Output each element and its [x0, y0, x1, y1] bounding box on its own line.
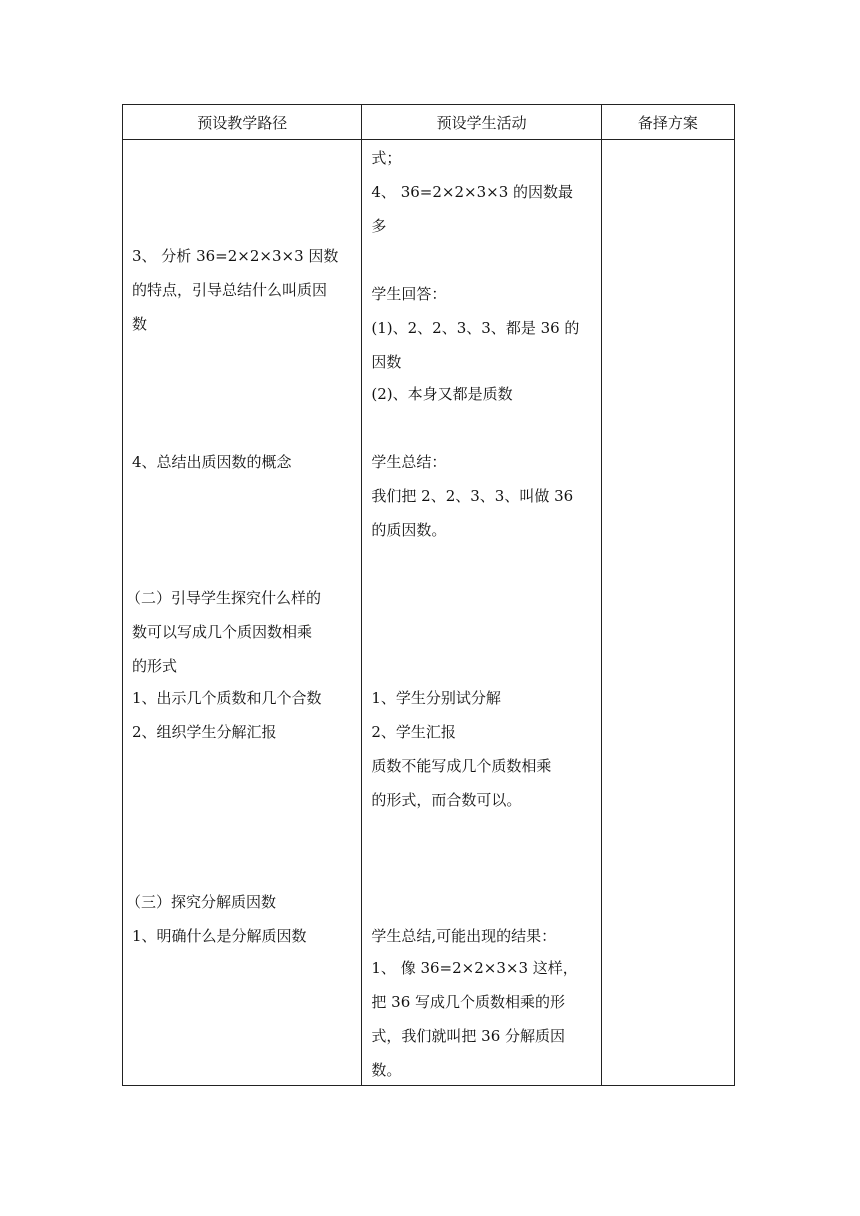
text-line: 数	[132, 315, 148, 333]
text-line: 数。	[371, 1061, 402, 1079]
text-line: 2、组织学生分解汇报	[132, 723, 277, 741]
lesson-plan-table	[122, 104, 735, 1086]
text-line: 的特点，引导总结什么叫质因	[132, 281, 328, 299]
text-line: 数可以写成几个质因数相乘	[132, 623, 313, 641]
text-line: (1)、2、2、3、3、都是 36 的	[371, 319, 580, 337]
text-line: 1、明确什么是分解质因数	[132, 927, 307, 945]
header-alternative-plan: 备择方案	[601, 105, 734, 140]
text-line: 1、 像 36=2×2×3×3 这样，	[371, 959, 578, 977]
text-line: 多	[371, 217, 387, 235]
text-line: 学生总结：	[371, 453, 447, 471]
text-line: 我们把 2、2、3、3、叫做 36	[371, 487, 574, 505]
header-teaching-path: 预设教学路径	[123, 105, 362, 140]
teaching-path-cell	[123, 140, 362, 1086]
text-line: 式，我们就叫把 36 分解质因	[371, 1027, 566, 1045]
text-line: 3、 分析 36=2×2×3×3 因数	[132, 247, 339, 265]
text-line: 4、总结出质因数的概念	[132, 453, 292, 471]
text-line: 的形式，而合数可以。	[371, 791, 522, 809]
text-line: 的形式	[132, 657, 178, 675]
text-line: （二）引导学生探究什么样的	[126, 589, 322, 607]
text-line: (2)、本身又都是质数	[371, 385, 513, 403]
text-line: （三）探究分解质因数	[126, 893, 277, 911]
text-line: 的质因数。	[371, 521, 447, 539]
table-row	[123, 140, 735, 1086]
header-student-activity: 预设学生活动	[362, 105, 601, 140]
text-line: 把 36 写成几个质数相乘的形	[371, 993, 566, 1011]
text-line: 质数不能写成几个质数相乘	[371, 757, 552, 775]
text-line: 式；	[371, 149, 402, 167]
alternative-plan-cell	[601, 140, 734, 1086]
text-line: 因数	[371, 353, 402, 371]
text-line: 2、学生汇报	[371, 723, 456, 741]
text-line: 学生总结,可能出现的结果：	[371, 927, 557, 945]
text-line: 学生回答：	[371, 285, 447, 303]
text-line: 1、学生分别试分解	[371, 689, 501, 707]
text-line: 1、出示几个质数和几个合数	[132, 689, 322, 707]
table-header-row	[123, 105, 735, 140]
student-activity-cell	[362, 140, 601, 1086]
text-line: 4、 36=2×2×3×3 的因数最	[371, 183, 574, 201]
